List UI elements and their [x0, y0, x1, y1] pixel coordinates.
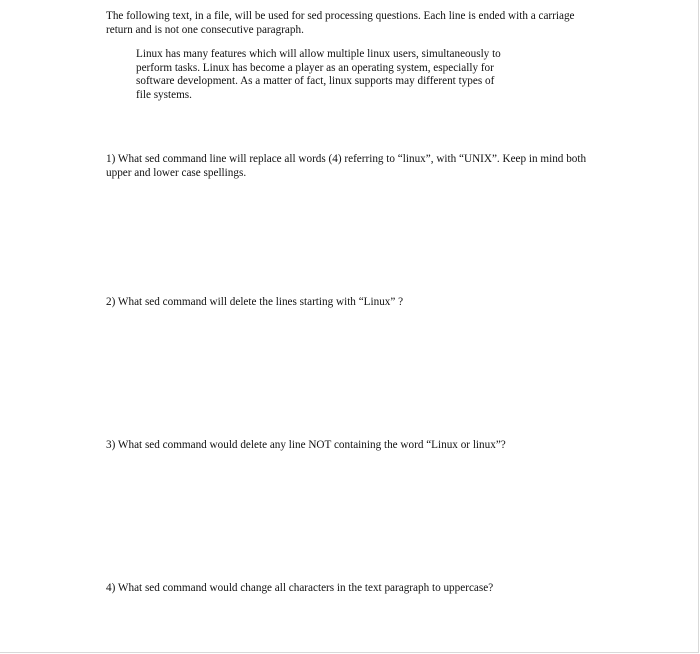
question-line: upper and lower case spellings. [106, 166, 247, 179]
sample-text-line: Linux has many features which will allow multiple linux users, simultaneously to [136, 48, 501, 60]
intro-paragraph [106, 10, 586, 37]
intro-line: return and is not one consecutive paragraph. [106, 23, 304, 36]
sample-text-line: perform tasks. Linux has become a player as an operating system, especially for [136, 61, 494, 74]
intro-line: The following text, in a file, will be used for sed processing questions. Each line is ended with a carriage [106, 10, 575, 22]
question-2 [106, 296, 403, 310]
question-line: 1) What sed command line will replace all words (4) referring to “linux”, with “UNIX”. Keep in mind both [106, 153, 587, 165]
question-line: 3) What sed command would delete any line NOT containing the word “Linux or linux”? [106, 439, 506, 451]
sample-text-line: software development. As a matter of fact, linux supports may different types of [136, 75, 495, 87]
question-line: 2) What sed command will delete the lines starting with “Linux” ? [106, 296, 404, 308]
sample-text-block [136, 48, 508, 102]
question-1 [106, 153, 586, 180]
question-3 [106, 439, 506, 453]
sample-text-line: file systems. [136, 88, 192, 101]
question-line: 4) What sed command would change all characters in the text paragraph to uppercase? [106, 582, 494, 594]
question-4 [106, 582, 493, 596]
